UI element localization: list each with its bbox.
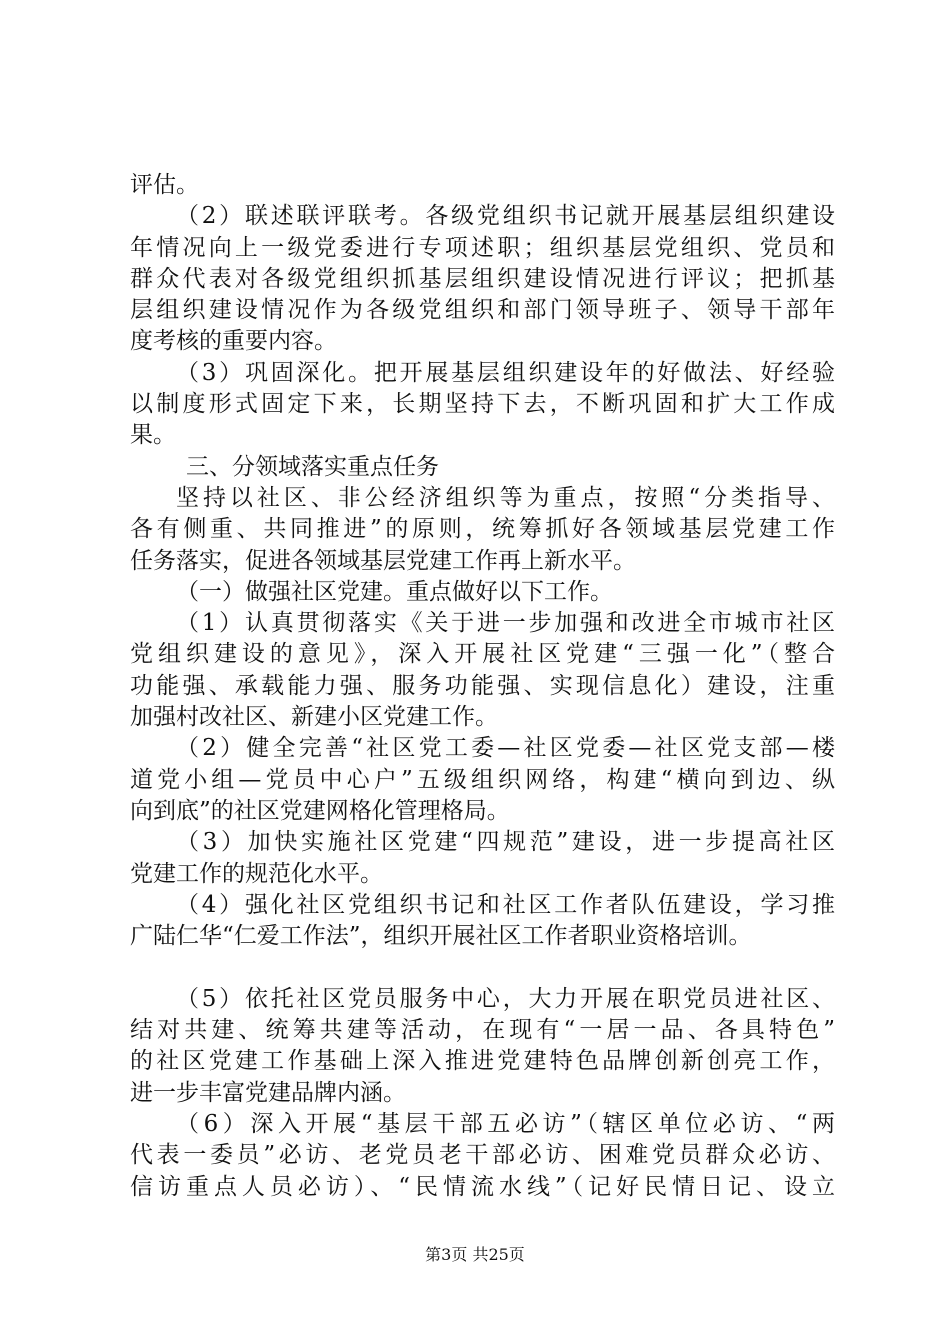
text-line: 党组织建设的意见》，深入开展社区党建“三强一化”（整合	[130, 641, 835, 668]
blank-line	[130, 952, 835, 983]
text-line: （3）加快实施社区党建“四规范”建设，进一步提高社区	[176, 829, 835, 856]
text-line: 以制度形式固定下来，长期坚持下去，不断巩固和扩大工作成	[130, 391, 835, 418]
text-line: 代表一委员”必访、老党员老干部必访、困难党员群众必访、	[130, 1142, 835, 1169]
text-line: 坚持以社区、非公经济组织等为重点，按照“分类指导、	[176, 484, 835, 511]
text-line: 广陆仁华“仁爱工作法”，组织开展社区工作者职业资格培训。	[130, 923, 752, 950]
text-line: 向到底”的社区党建网格化管理格局。	[130, 797, 510, 824]
text-line: 任务落实，促进各领域基层党建工作再上新水平。	[130, 547, 636, 574]
text-line: （2）联述联评联考。各级党组织书记就开展基层组织建设	[176, 203, 835, 230]
page-number-footer: 第3页 共25页	[425, 1245, 525, 1264]
text-line: （1）认真贯彻落实《关于进一步加强和改进全市城市社区	[176, 610, 835, 637]
text-line: 道党小组—党员中心户”五级组织网络，构建“横向到边、纵	[130, 766, 835, 793]
text-line: 信访重点人员必访）、“民情流水线”（记好民情日记、设立	[130, 1173, 835, 1200]
text-line: 各有侧重、共同推进”的原则，统筹抓好各领域基层党建工作	[130, 516, 835, 543]
text-line: 功能强、承载能力强、服务功能强、实现信息化）建设，注重	[130, 672, 835, 699]
text-line: 评估。	[130, 172, 199, 198]
text-line: 果。	[130, 422, 176, 449]
text-line: （3）巩固深化。把开展基层组织建设年的好做法、好经验	[176, 359, 835, 386]
text-line: 的社区党建工作基础上深入推进党建特色品牌创新创亮工作，	[130, 1048, 835, 1075]
text-line: 年情况向上一级党委进行专项述职；组织基层党组织、党员和	[130, 234, 835, 261]
text-line: 进一步丰富党建品牌内涵。	[130, 1079, 406, 1106]
section-heading: 三、分领域落实重点任务	[186, 453, 439, 480]
text-line: （4）强化社区党组织书记和社区工作者队伍建设，学习推	[176, 891, 835, 918]
text-line: （5）依托社区党员服务中心，大力开展在职党员进社区、	[176, 985, 835, 1012]
text-line: 层组织建设情况作为各级党组织和部门领导班子、领导干部年	[130, 297, 835, 324]
text-line: 结对共建、统筹共建等活动，在现有“一居一品、各具特色”	[130, 1017, 835, 1044]
subsection-heading: （一）做强社区党建。重点做好以下工作。	[176, 578, 613, 605]
text-line: （6）深入开展“基层干部五必访”（辖区单位必访、“两	[176, 1110, 835, 1137]
text-line: （2）健全完善“社区党工委—社区党委—社区党支部—楼	[176, 735, 835, 762]
document-body	[130, 170, 835, 1203]
text-line: 群众代表对各级党组织抓基层组织建设情况进行评议；把抓基	[130, 265, 835, 292]
text-line: 加强村改社区、新建小区党建工作。	[130, 704, 498, 731]
text-line: 度考核的重要内容。	[130, 328, 337, 355]
text-line: 党建工作的规范化水平。	[130, 860, 383, 887]
